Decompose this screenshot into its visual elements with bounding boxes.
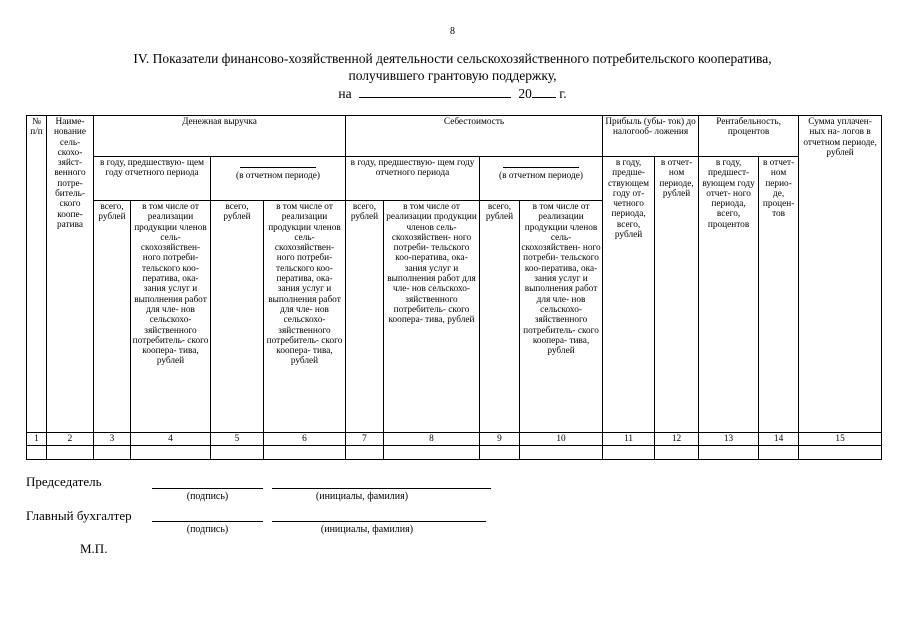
col-number: 9 — [480, 433, 520, 446]
header-revenue: Денежная выручка — [94, 116, 346, 157]
header-revenue-rep-incl: в том числе от реализации продукции членов сель- скохозяйствен- ного потреби- тельского коо-ператива, ока- зания услуг и выполнения работ для чле- нов сельскохо- зяйственного потребитель- ского коопера- тива, рублей — [264, 201, 346, 433]
header-rent-prev: в году, предшест- вующем году отчет- ного периода, всего, процентов — [699, 157, 759, 433]
year-blank — [532, 84, 556, 98]
data-cell[interactable] — [520, 446, 603, 460]
chairman-signature-line — [152, 488, 263, 489]
data-cell[interactable] — [655, 446, 699, 460]
table-row — [27, 446, 882, 460]
column-numbers-row — [27, 433, 882, 446]
col-number: 6 — [264, 433, 346, 446]
col-number: 12 — [655, 433, 699, 446]
col-number: 11 — [603, 433, 655, 446]
data-cell[interactable] — [759, 446, 799, 460]
col-number: 14 — [759, 433, 799, 446]
header-revenue-prev-total: всего, рублей — [94, 201, 131, 433]
data-cell[interactable] — [27, 446, 47, 460]
seal-label: М.П. — [80, 541, 108, 556]
accountant-signature-line — [152, 521, 263, 522]
blank-line — [503, 158, 579, 168]
col-number: 2 — [47, 433, 94, 446]
data-cell[interactable] — [699, 446, 759, 460]
col-number: 13 — [699, 433, 759, 446]
header-revenue-reporting — [211, 157, 346, 201]
title-line-3 — [0, 84, 905, 102]
header-profitability: Рентабельность, процентов — [699, 116, 799, 157]
header-revenue-rep-total: всего, рублей — [211, 201, 264, 433]
header-cost-prev-incl: в том числе от реализации продукции членов сель- скохозяйствен- ного потреби- тельского коо-ператива, ока- зания услуг и выполнения работ для чле- нов сельскохо- зяйственного потребитель- ского коопера- тива, рублей — [384, 201, 480, 433]
header-profit-reporting: в отчет- ном периоде, рублей — [655, 157, 699, 433]
data-cell[interactable] — [799, 446, 882, 460]
header-cost-prev-total: всего, рублей — [346, 201, 384, 433]
data-cell[interactable] — [384, 446, 480, 460]
col-number: 8 — [384, 433, 480, 446]
chairman-signature-caption: (подпись) — [186, 491, 229, 502]
header-tax-sum: Сумма уплачен- ных на- логов в отчетном периоде, рублей — [799, 116, 882, 433]
data-cell[interactable] — [603, 446, 655, 460]
data-cell[interactable] — [47, 446, 94, 460]
header-coop-name: Наиме- нование сель- скохо- зяйст- венного потре- битель- ского коопе- ратива — [47, 116, 94, 433]
col-number: 4 — [131, 433, 211, 446]
header-col-no: № п/п — [27, 116, 47, 433]
accountant-name-line — [272, 521, 486, 522]
header-profit-prev: в году, предше- ствующем году от- четного периода, всего, рублей — [603, 157, 655, 433]
header-cost: Себестоимость — [346, 116, 603, 157]
header-cost-reporting-label: (в отчетном периоде) — [499, 171, 584, 181]
header-revenue-reporting-label: (в отчетном периоде) — [236, 171, 320, 181]
title-year-prefix: 20 — [518, 86, 532, 101]
col-number: 1 — [27, 433, 47, 446]
accountant-signature-caption: (подпись) — [186, 524, 229, 535]
blank-line — [240, 158, 316, 168]
section-title — [0, 50, 905, 102]
indicators-table — [26, 115, 882, 460]
header-revenue-prev-incl: в том числе от реализации продукции членов сель- скохозяйствен- ного потреби- тельского коо-ператива, ока- зания услуг и выполнения работ для чле- нов сельскохо- зяйственного потребитель- ского коопера- тива, рублей — [131, 201, 211, 433]
data-cell[interactable] — [131, 446, 211, 460]
col-number: 7 — [346, 433, 384, 446]
col-number: 15 — [799, 433, 882, 446]
chairman-label: Председатель — [26, 474, 102, 489]
col-number: 3 — [94, 433, 131, 446]
chairman-name-line — [272, 488, 491, 489]
header-cost-rep-incl: в том числе от реализации продукции членов сель- скохозяйствен- ного потреби- тельского коо-ператива, ока- зания услуг и выполнения работ для чле- нов сельскохо- зяйственного потребитель- ского коопера- тива, рублей — [520, 201, 603, 433]
header-cost-reporting — [480, 157, 603, 201]
title-line-1: IV. Показатели финансово-хозяйственной деятельности сельскохозяйственного потребительского кооператива, — [133, 51, 772, 66]
data-cell[interactable] — [480, 446, 520, 460]
title-line-2: получившего грантовую поддержку, — [348, 68, 557, 83]
date-blank — [359, 84, 511, 98]
title-year-suffix: г. — [559, 86, 567, 101]
chief-accountant-label: Главный бухгалтер — [26, 508, 132, 523]
header-cost-prev-year: в году, предшествую- щем году отчетного периода — [346, 157, 480, 201]
data-cell[interactable] — [211, 446, 264, 460]
chairman-name-caption: (инициалы, фамилия) — [315, 491, 409, 502]
header-rent-reporting: в отчет- ном перио- де, процен- тов — [759, 157, 799, 433]
col-number: 10 — [520, 433, 603, 446]
title-na: на — [338, 86, 352, 101]
data-cell[interactable] — [264, 446, 346, 460]
header-cost-rep-total: всего, рублей — [480, 201, 520, 433]
header-revenue-prev-year: в году, предшествую- щем году отчетного периода — [94, 157, 211, 201]
header-profit: Прибыль (убы- ток) до налогооб- ложения — [603, 116, 699, 157]
col-number: 5 — [211, 433, 264, 446]
accountant-name-caption: (инициалы, фамилия) — [320, 524, 414, 535]
page-number: 8 — [450, 26, 455, 37]
data-cell[interactable] — [94, 446, 131, 460]
data-cell[interactable] — [346, 446, 384, 460]
